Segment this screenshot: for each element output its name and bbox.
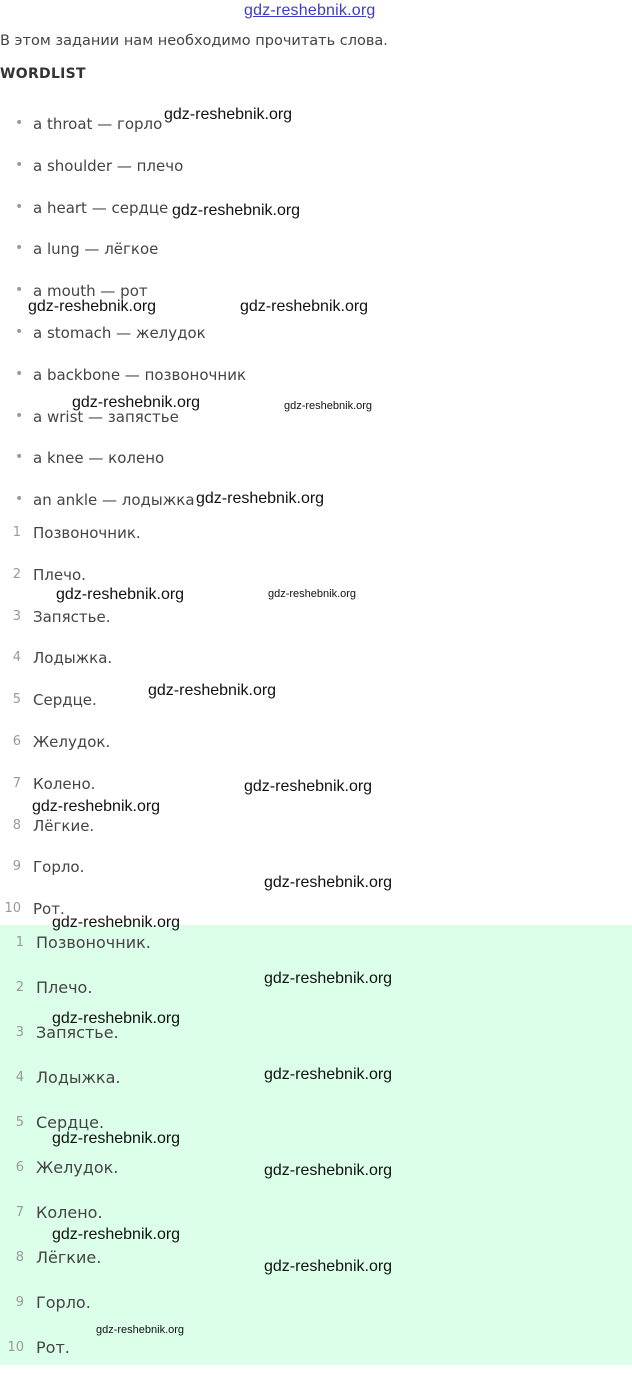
watermark: gdz-reshebnik.org (240, 298, 369, 315)
bullet-icon: • (15, 198, 24, 215)
watermark: gdz-reshebnik.org (52, 914, 181, 931)
watermark: gdz-reshebnik.org (284, 400, 373, 412)
wordlist-item-text: a mouth — рот (33, 282, 148, 301)
item-text: Лёгкие. (33, 816, 95, 835)
item-text: Плечо. (36, 978, 93, 997)
item-number: 8 (15, 1250, 24, 1265)
watermark: gdz-reshebnik.org (264, 970, 393, 987)
watermark: gdz-reshebnik.org (172, 202, 301, 219)
watermark: gdz-reshebnik.org (268, 588, 357, 600)
watermark: gdz-reshebnik.org (32, 798, 161, 815)
item-text: Колено. (36, 1203, 103, 1222)
item-text: Горло. (33, 858, 85, 877)
bullet-icon: • (15, 323, 24, 340)
bullet-icon: • (15, 407, 24, 424)
item-text: Рот. (36, 1338, 70, 1357)
wordlist-item-text: a stomach — желудок (33, 323, 206, 342)
item-number: 4 (15, 1070, 24, 1085)
item-number: 1 (12, 525, 21, 540)
item-text: Желудок. (33, 732, 111, 751)
wordlist-item-text: a knee — колено (33, 449, 165, 468)
watermark: gdz-reshebnik.org (96, 1324, 185, 1336)
watermark: gdz-reshebnik.org (244, 778, 373, 795)
item-number: 6 (12, 733, 21, 749)
item-text: Лодыжка. (36, 1068, 121, 1087)
watermark: gdz-reshebnik.org (148, 682, 277, 699)
watermark: gdz-reshebnik.org (72, 394, 201, 411)
wordlist-item-text: a backbone — позвоночник (33, 365, 247, 384)
item-number: 1 (15, 935, 24, 950)
bullet-icon: • (15, 491, 24, 508)
item-text: Плечо. (33, 565, 86, 584)
item-text: Сердце. (33, 691, 97, 710)
bullet-icon: • (15, 282, 24, 299)
watermark: gdz-reshebnik.org (264, 1258, 393, 1275)
item-text: Сердце. (36, 1113, 105, 1132)
watermark: gdz-reshebnik.org (164, 106, 293, 123)
item-number: 6 (15, 1160, 24, 1175)
item-number: 7 (12, 775, 21, 791)
site-header-link[interactable]: gdz-reshebnik.org (244, 2, 376, 19)
item-text: Лёгкие. (36, 1248, 102, 1267)
watermark: gdz-reshebnik.org (52, 1130, 181, 1147)
wordlist-heading: WORDLIST (0, 66, 86, 82)
item-text: Горло. (36, 1293, 91, 1312)
bullet-icon: • (15, 365, 24, 382)
item-number: 3 (12, 608, 21, 624)
item-number: 8 (12, 817, 21, 833)
item-number: 2 (15, 980, 24, 995)
item-number: 3 (15, 1025, 24, 1040)
item-text: Позвоночник. (33, 524, 141, 542)
wordlist-item-text: a shoulder — плечо (33, 156, 184, 175)
item-number: 4 (12, 650, 21, 666)
item-text: Желудок. (36, 1158, 119, 1177)
item-number: 9 (12, 859, 21, 875)
item-number: 5 (12, 692, 21, 708)
wordlist-item-text: a throat — горло (33, 115, 163, 133)
bullet-icon: • (15, 449, 24, 466)
watermark: gdz-reshebnik.org (264, 1162, 393, 1179)
item-text: Запястье. (33, 607, 111, 626)
task-intro: В этом задании нам необходимо прочитать слова. (0, 33, 388, 49)
item-text: Колено. (33, 774, 96, 793)
wordlist-item-text: a lung — лёгкое (33, 240, 159, 259)
item-number: 5 (15, 1115, 24, 1130)
wordlist-item-text: a heart — сердце (33, 198, 169, 217)
watermark: gdz-reshebnik.org (52, 1010, 181, 1027)
watermark: gdz-reshebnik.org (52, 1226, 181, 1243)
item-text: Позвоночник. (36, 933, 151, 952)
item-number: 7 (15, 1205, 24, 1220)
watermark: gdz-reshebnik.org (28, 298, 157, 315)
item-text: Запястье. (36, 1023, 119, 1042)
item-number: 9 (15, 1295, 24, 1310)
watermark: gdz-reshebnik.org (264, 1066, 393, 1083)
wordlist-item-text: an ankle — лодыжка (33, 491, 195, 510)
bullet-icon: • (15, 156, 24, 173)
watermark: gdz-reshebnik.org (196, 490, 325, 507)
item-text: Рот. (33, 900, 65, 919)
item-number: 10 (7, 1340, 24, 1355)
bullet-icon: • (15, 115, 24, 131)
bullet-icon: • (15, 240, 24, 257)
item-number: 2 (12, 566, 21, 582)
item-text: Лодыжка. (33, 649, 113, 668)
item-number: 10 (4, 901, 21, 917)
watermark: gdz-reshebnik.org (264, 874, 393, 891)
wordlist-item-text: a wrist — запястье (33, 407, 179, 426)
watermark: gdz-reshebnik.org (56, 586, 185, 603)
